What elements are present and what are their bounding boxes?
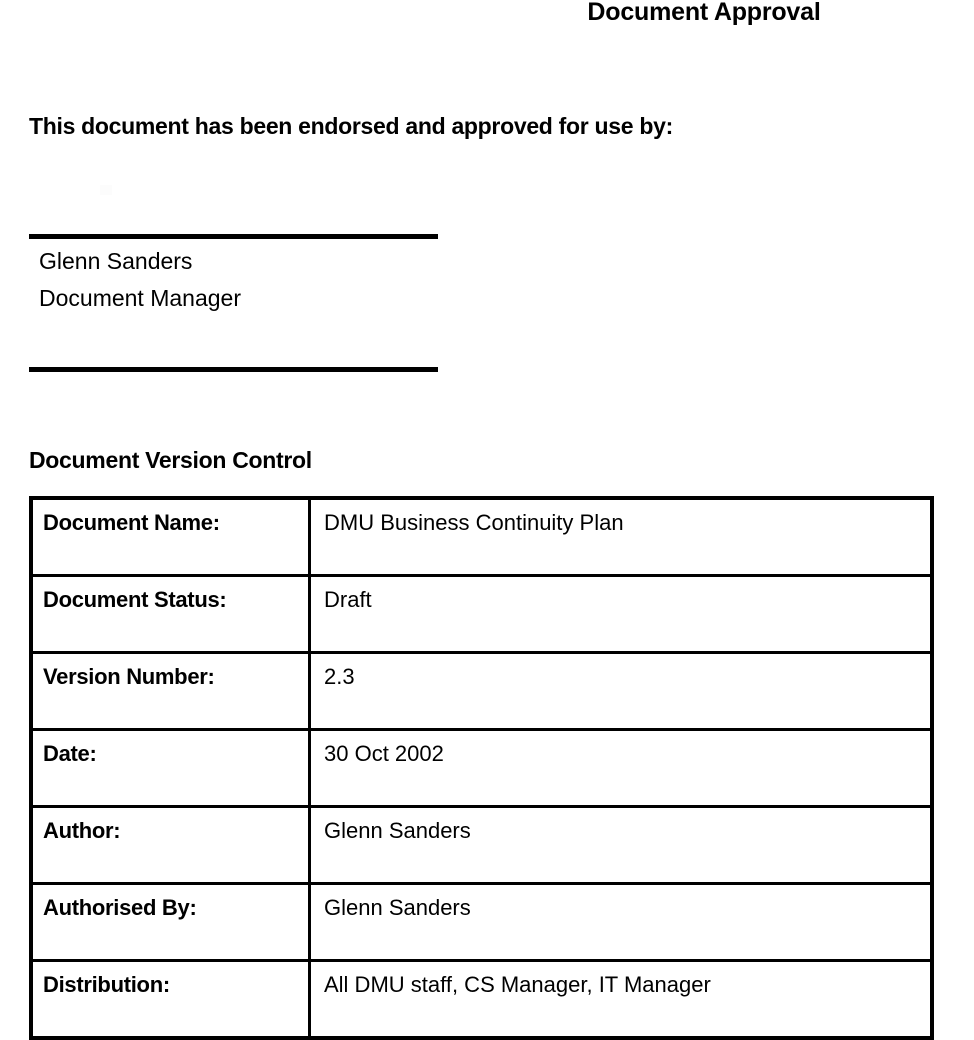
table-row bbox=[31, 961, 932, 1039]
table-row bbox=[31, 653, 932, 730]
row-value: Glenn Sanders bbox=[310, 807, 933, 884]
row-value: All DMU staff, CS Manager, IT Manager bbox=[310, 961, 933, 1039]
page-title: Document Approval bbox=[587, 0, 821, 26]
signature-rule-bottom bbox=[29, 367, 438, 372]
table-row bbox=[31, 884, 932, 961]
row-label: Document Status: bbox=[31, 576, 310, 653]
signatory-role: Document Manager bbox=[39, 285, 241, 311]
row-label: Distribution: bbox=[31, 961, 310, 1039]
row-value: 30 Oct 2002 bbox=[310, 730, 933, 807]
row-value: Draft bbox=[310, 576, 933, 653]
table-row bbox=[31, 730, 932, 807]
row-label: Date: bbox=[31, 730, 310, 807]
scan-artifact bbox=[100, 185, 112, 195]
row-value: Glenn Sanders bbox=[310, 884, 933, 961]
row-label: Version Number: bbox=[31, 653, 310, 730]
table-row bbox=[31, 807, 932, 884]
version-control-table-body bbox=[31, 498, 932, 1038]
row-label: Author: bbox=[31, 807, 310, 884]
row-value: 2.3 bbox=[310, 653, 933, 730]
endorsement-heading: This document has been endorsed and approved for use by: bbox=[29, 113, 673, 139]
version-control-heading: Document Version Control bbox=[29, 447, 312, 473]
version-control-table bbox=[29, 496, 934, 1040]
row-value: DMU Business Continuity Plan bbox=[310, 498, 933, 576]
row-label: Document Name: bbox=[31, 498, 310, 576]
signature-rule-top bbox=[29, 234, 438, 239]
table-row bbox=[31, 498, 932, 576]
table-row bbox=[31, 576, 932, 653]
row-label: Authorised By: bbox=[31, 884, 310, 961]
signatory-name: Glenn Sanders bbox=[39, 248, 193, 274]
